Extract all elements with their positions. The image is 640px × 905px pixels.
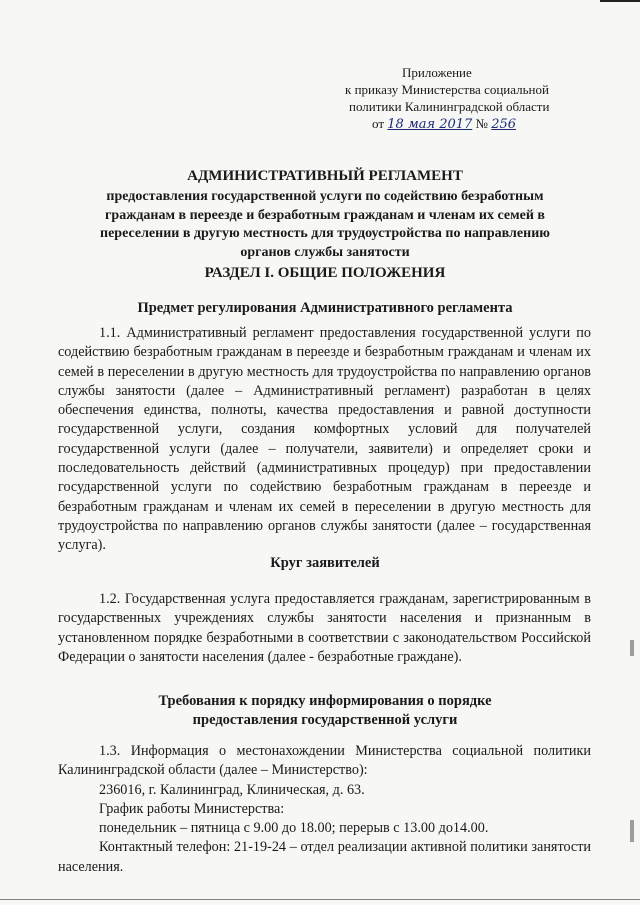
- annex-date-prefix: от: [372, 116, 385, 131]
- annex-line-2: к приказу Министерства социальной: [345, 82, 549, 97]
- subtitle-line: предоставления государственной услуги по содействию безработным: [106, 189, 544, 204]
- scan-side-mark: [630, 640, 634, 656]
- schedule-hours: понедельник – пятница с 9.00 до 18.00; перерыв с 13.00 до14.00.: [99, 820, 489, 837]
- handwritten-number: 256: [491, 117, 517, 132]
- paragraph-text: 1.1. Административный регламент предоставления государственной услуги по содействию безработным гражданам в переезде и безработным гражданам и членам их семей в переселении в другую местность для трудоустройства по направлению органов службы занятости (далее – Административный регламент) разработан в целях обеспечения единства, полноты, качества предоставления и равной доступности государственной услуги, создания комфортных условий для получателей государственной услуги (далее – получатели, заявители) и определяет сроки и последовательность действий (административных процедур) при предоставлении государственной услуги по содействию безработным гражданам в переезде и безработным гражданам и членам их семей в переселении в другую местность для трудоустройства по направлению органов службы занятости (далее – государственная услуга).: [58, 325, 591, 554]
- document-subtitle: [60, 188, 590, 262]
- subtitle-line: органов службы занятости: [240, 244, 410, 260]
- paragraph-1-2: [58, 590, 591, 667]
- section-1-heading: РАЗДЕЛ I. ОБЩИЕ ПОЛОЖЕНИЯ: [204, 265, 446, 281]
- heading-line: Требования к порядку информирования о порядке: [158, 693, 492, 709]
- document-title: АДМИНИСТРАТИВНЫЙ РЕГЛАМЕНТ: [187, 168, 463, 184]
- annex-number-label: №: [475, 116, 488, 131]
- info-requirements-heading: [60, 692, 590, 730]
- ministry-address: 236016, г. Калининград, Клиническая, д. 63.: [99, 781, 365, 798]
- paragraph-1-3: [58, 742, 591, 877]
- schedule-label: График работы Министерства:: [99, 800, 285, 817]
- scan-bottom-line: [0, 899, 640, 900]
- paragraph-text: 1.3. Информация о местонахождении Министерства социальной политики Калининградской области (далее – Министерство):: [58, 743, 591, 779]
- annex-line-1: Приложение: [402, 65, 472, 80]
- handwritten-date: 18 мая 2017: [387, 117, 473, 132]
- subtitle-line: переселении в другую местность для трудоустройства по направлению: [100, 226, 550, 241]
- annex-date-line: [345, 115, 605, 133]
- scan-side-mark: [630, 820, 634, 842]
- annex-line-3: политики Калининградской области: [349, 99, 550, 114]
- annex-block: [345, 64, 605, 133]
- applicants-heading: Круг заявителей: [270, 555, 380, 571]
- subtitle-line: гражданам в переезде и безработным гражданам и членам их семей в: [105, 207, 545, 223]
- heading-line: предоставления государственной услуги: [192, 712, 458, 728]
- contact-phone: Контактный телефон: 21-19-24 – отдел реализации активной политики занятости населения.: [58, 839, 591, 875]
- paragraph-text: 1.2. Государственная услуга предоставляется гражданам, зарегистрированным в государственных учреждениях службы занятости населения и признанным в установленном порядке безработными в соответствии с законодательством Российской Федерации о занятости населения (далее - безработные граждане).: [58, 591, 591, 665]
- subject-heading: Предмет регулирования Административного регламента: [137, 300, 513, 316]
- scan-edge-mark: [600, 0, 640, 2]
- paragraph-1-1: [58, 324, 591, 556]
